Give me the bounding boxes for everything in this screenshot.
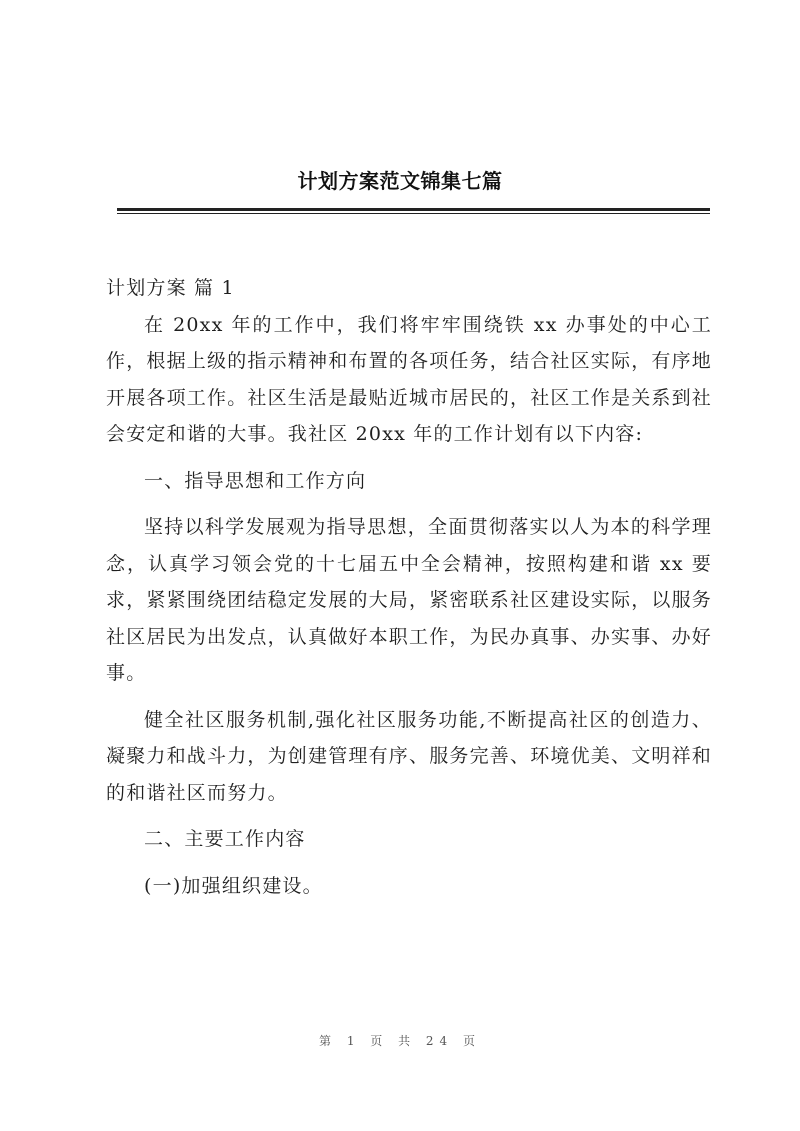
subheading: (一)加强组织建设。 (144, 874, 323, 897)
subheading: 二、主要工作内容 (144, 828, 306, 850)
paragraph: 在 20xx 年的工作中，我们将牢牢围绕铁 xx 办事处的中心工作，根据上级的指示精神和布置的各项任务，结合社区实际，有序地开展各项工作。社区生活是最贴近城市居民的，社区工作是关系到社会安定和谐的大事。我社区 20xx 年的工作计划有以下内容: (106, 313, 713, 445)
paragraph: 坚持以科学发展观为指导思想，全面贯彻落实以人为本的科学理念，认真学习领会党的十七届五中全会精神，按照构建和谐 xx 要求，紧紧围绕团结稳定发展的大局，紧密联系社区建设实际，以服务社区居民为出发点，认真做好本职工作，为民办真事、办实事、办好事。 (106, 516, 713, 684)
title-rule (117, 208, 710, 211)
subheading: 一、指导思想和工作方向 (144, 469, 367, 492)
paragraph: 健全社区服务机制,强化社区服务功能,不断提高社区的创造力、凝聚力和战斗力，为创建管理有序、服务完善、环境优美、文明祥和的和谐社区而努力。 (106, 708, 713, 804)
section-heading: 计划方案 篇 1 (106, 277, 235, 299)
title-rule-thin (117, 213, 710, 214)
page-title: 计划方案范文锦集七篇 (297, 169, 503, 193)
document-body (106, 270, 712, 904)
page-number: 第 1 页 共 24 页 (319, 1034, 481, 1048)
